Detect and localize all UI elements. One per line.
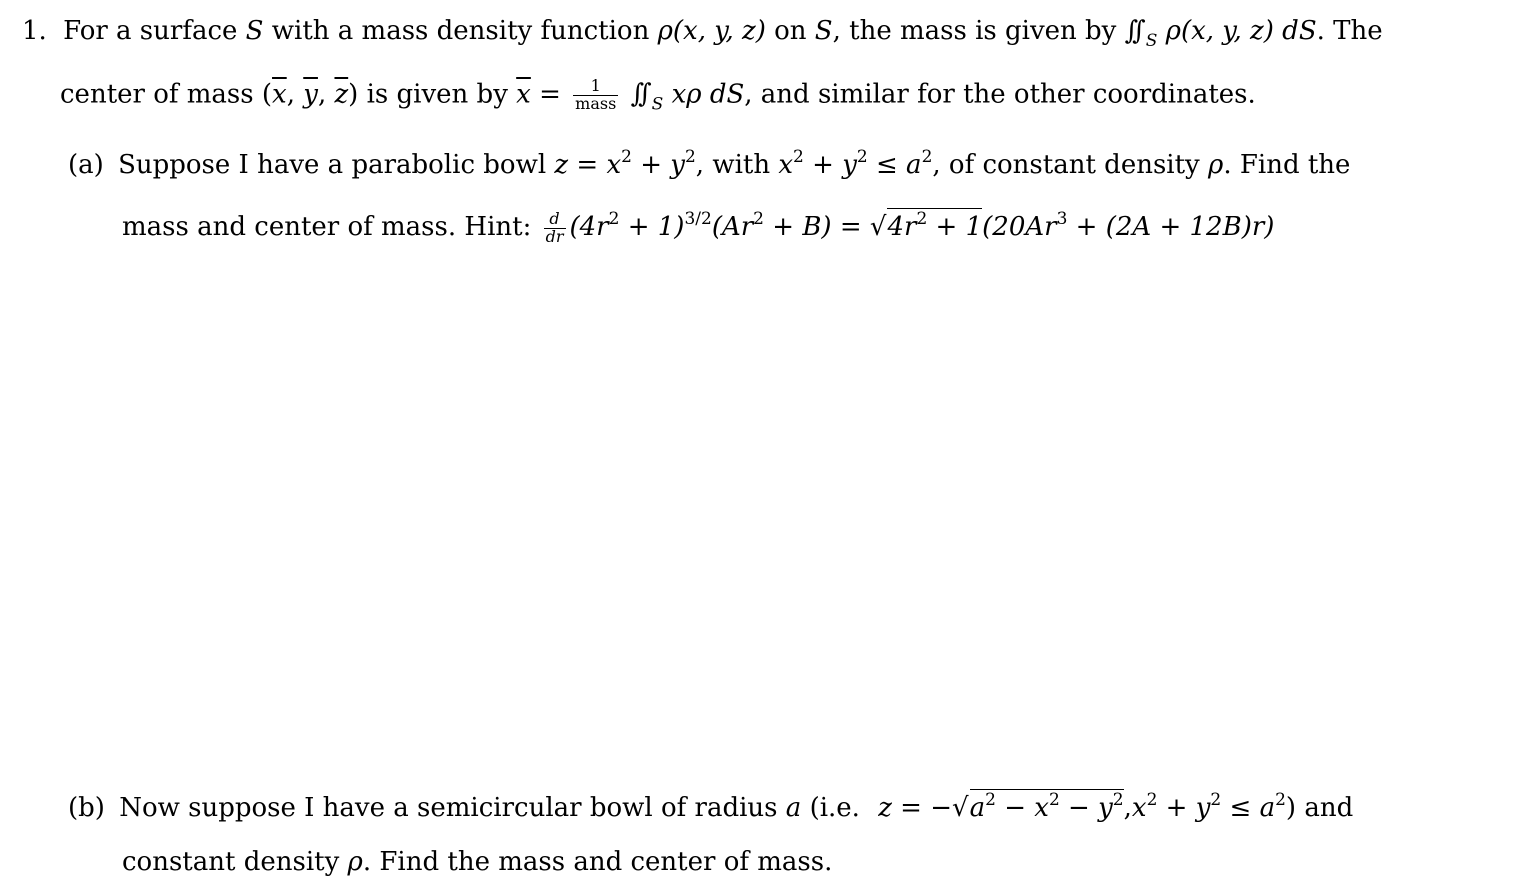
minus: − — [1059, 793, 1099, 823]
var-rho: ρ — [347, 847, 363, 877]
minus: − — [995, 793, 1035, 823]
var-x: x — [606, 150, 622, 180]
var-a: a — [785, 793, 802, 823]
part-a-line-2: mass and center of mass. Hint: $\frac{d}{dr}$ $(4r^2 + 1)^{3/2}(Ar^2 + B) = √4r^2 + 1(20Ar^3 + (2A + 12B)r)$ — [122, 208, 1275, 246]
var-y: y — [670, 150, 685, 180]
integral-subscript: S — [1145, 31, 1158, 51]
hint-part: + (2A + 12B)r) — [1067, 212, 1275, 242]
x-bar: $\overline{x}$ — [516, 79, 531, 110]
integral-subscript: S — [651, 94, 664, 115]
exp: 2 — [921, 147, 933, 167]
var-y: y — [1098, 793, 1113, 823]
text: constant density — [122, 847, 340, 877]
text: . Find the — [1223, 150, 1351, 180]
exp: 2 — [1048, 790, 1060, 810]
frac-den: mass — [575, 93, 617, 113]
part-b-label: (b) — [68, 793, 105, 823]
hint-part: (4r — [569, 212, 609, 242]
text: , and similar for the other coordinates. — [744, 79, 1256, 110]
exp: 3/2 — [684, 209, 712, 229]
var-rho: ρ — [1208, 150, 1224, 180]
var-y: y — [1195, 793, 1211, 823]
var-x: x — [1034, 793, 1049, 823]
exp: 2 — [753, 209, 764, 229]
hint-part: + 1) — [619, 212, 685, 242]
hint-part: (20Ar — [982, 212, 1057, 242]
leq: ≤ — [875, 150, 898, 180]
hint-part: + 1 — [927, 212, 983, 242]
plus: + — [812, 150, 834, 180]
frac-num: 1 — [573, 78, 618, 96]
text: (i.e. — [809, 793, 860, 823]
var-x: x — [778, 150, 794, 180]
equals: = — [576, 150, 599, 180]
plus: + — [1165, 793, 1188, 823]
problem-number: 1. — [22, 16, 47, 46]
text: , with — [695, 150, 771, 180]
plus: + — [640, 150, 662, 180]
part-b-line-1: (b) Now suppose I have a semicircular bowl of radius a (i.e. $z = -√a^2 - x^2 - y^2,x^2 + y^2 \le a^2$) and — [68, 790, 1354, 823]
problem-intro-line-2: center of mass ($\overline{x}$, $\overline{y}$, $\overline{z}$) is given by $\overline{x}$ = $\frac{1}{\text{mass}}$ ∫∫ $_S$ xρ dS, and similar for the other coordinates. — [60, 76, 1256, 115]
text: . Find the mass and center of mass. — [362, 847, 833, 877]
exp: 2 — [985, 790, 996, 810]
var-rho: ρ — [1165, 16, 1181, 46]
double-integral: ∫∫ — [1124, 16, 1140, 46]
hint-part: (Ar — [711, 212, 754, 242]
var-S: S — [814, 16, 833, 46]
equals: = — [539, 79, 561, 110]
dS: dS — [709, 79, 745, 110]
text: with a mass density function — [271, 16, 650, 46]
text: ) and — [1285, 793, 1354, 823]
part-a-line-1 — [68, 149, 1350, 178]
double-integral: ∫∫ — [630, 79, 646, 110]
exp: 2 — [621, 147, 632, 167]
y-bar: $\overline{y}$ — [303, 79, 318, 110]
text: Suppose I have a parabolic bowl — [118, 150, 547, 180]
var-S: S — [245, 16, 264, 46]
sqrt-radicand — [970, 789, 1124, 821]
exp: 2 — [1112, 790, 1124, 810]
text: on — [774, 16, 807, 46]
hint-part: 4r — [887, 212, 917, 242]
sqrt-radicand — [887, 208, 982, 240]
frac-den: dr — [545, 226, 564, 246]
text: is given by — [366, 79, 508, 110]
frac-num: d — [544, 211, 566, 229]
exp: 3 — [1056, 209, 1068, 229]
exp: 2 — [608, 209, 620, 229]
part-a-label: (a) — [68, 150, 104, 180]
args: (x, y, z) — [672, 16, 766, 46]
exp: 2 — [1275, 790, 1286, 810]
text: . The — [1316, 16, 1383, 46]
var-z: z — [878, 793, 892, 823]
text: , of constant density — [932, 150, 1200, 180]
var-z: z — [554, 150, 569, 180]
exp: 2 — [1146, 790, 1158, 810]
hint-part: + B) = — [764, 212, 862, 242]
text: , the mass is given by — [832, 16, 1117, 46]
var-a: a — [906, 150, 922, 180]
text: center of mass — [60, 79, 254, 110]
x-bar: $\overline{x}$ — [272, 79, 287, 110]
z-bar: $\overline{z}$ — [334, 79, 349, 110]
exp: 2 — [793, 147, 804, 167]
comma: , — [1123, 793, 1132, 823]
text: For a surface — [63, 16, 238, 46]
minus: = − — [900, 793, 953, 823]
var-rho: ρ — [657, 16, 673, 46]
var-y: y — [842, 150, 857, 180]
fraction-one-over-mass — [573, 78, 618, 113]
part-b-line-2 — [122, 849, 832, 875]
fraction-d-dr — [544, 208, 566, 246]
var-a: a — [969, 793, 986, 823]
exp: 2 — [856, 147, 868, 167]
var-x: x — [1131, 793, 1147, 823]
var-a: a — [1259, 793, 1276, 823]
exp: 2 — [916, 209, 928, 229]
text: Now suppose I have a semicircular bowl of radius — [119, 793, 778, 823]
problem-intro-line-1 — [22, 18, 1383, 50]
args: (x, y, z) — [1180, 16, 1274, 46]
exp: 2 — [684, 147, 696, 167]
dS: dS — [1282, 16, 1317, 46]
exp: 2 — [1210, 790, 1222, 810]
text: mass and center of mass. Hint: — [122, 212, 532, 242]
leq: ≤ — [1229, 793, 1252, 823]
x-rho: xρ — [671, 79, 702, 110]
